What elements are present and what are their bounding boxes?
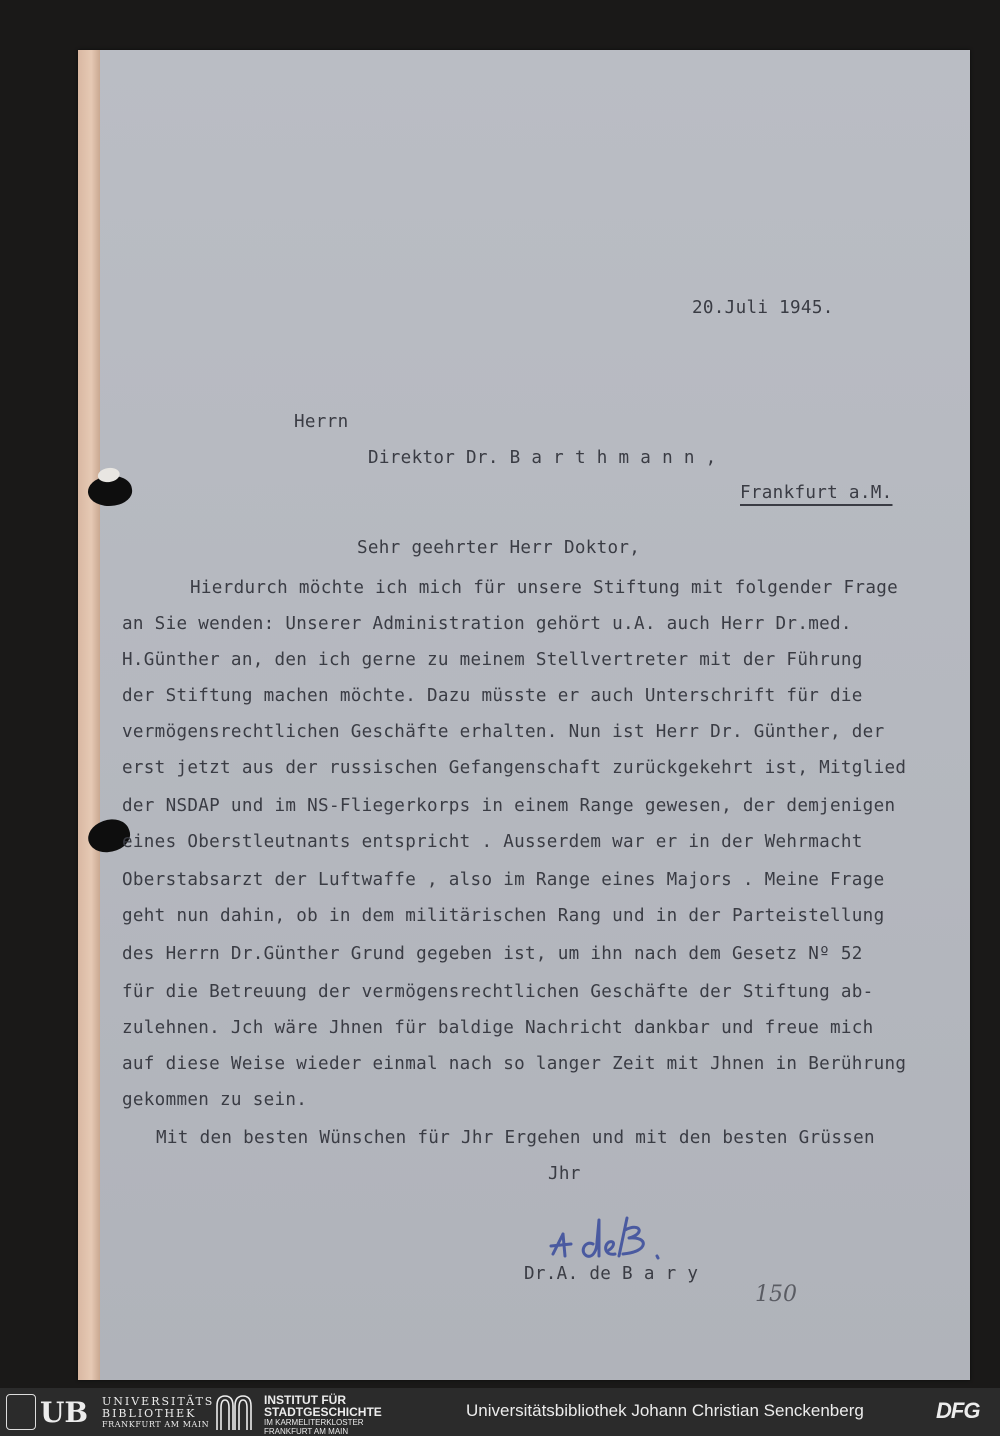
body-line: geht nun dahin, ob in dem militärischen Rang und in der Parteistellung xyxy=(122,906,885,926)
portrait-icon xyxy=(6,1394,36,1430)
body-line: zulehnen. Jch wäre Jhnen für baldige Nachricht dankbar und freue mich xyxy=(122,1018,874,1038)
isg-logo[interactable] xyxy=(214,1392,414,1436)
ub-logo-letters: UB xyxy=(40,1395,89,1429)
body-line: Oberstabsarzt der Luftwaffe , also im Range eines Majors . Meine Frage xyxy=(122,870,885,890)
recipient-name: Direktor Dr. B a r t h m a n n , xyxy=(368,448,717,468)
handwritten-signature xyxy=(545,1200,695,1270)
dfg-logo[interactable]: DFG xyxy=(936,1398,980,1423)
isg-line2: STADTGESCHICHTE xyxy=(264,1405,382,1419)
isg-line3: IM KARMELITERKLOSTER xyxy=(264,1418,364,1427)
ub-logo-mark xyxy=(6,1394,88,1430)
arches-icon xyxy=(214,1394,254,1430)
closing-word: Jhr xyxy=(548,1164,581,1184)
ub-line1: UNIVERSITÄTS xyxy=(102,1395,215,1408)
viewer-footer xyxy=(0,1388,1000,1436)
body-line: vermögensrechtlichen Geschäfte erhalten. Nun ist Herr Dr. Günther, der xyxy=(122,722,885,742)
letter-closing: Mit den besten Wünschen für Jhr Ergehen und mit den besten Grüssen xyxy=(156,1128,875,1148)
body-line: Hierdurch möchte ich mich für unsere Stiftung mit folgender Frage xyxy=(190,578,899,598)
ub-line2: BIBLIOTHEK xyxy=(102,1406,197,1420)
letter-greeting: Sehr geehrter Herr Doktor, xyxy=(357,538,641,558)
letter-date: 20.Juli 1945. xyxy=(692,298,834,318)
isg-logo-text xyxy=(264,1394,382,1436)
body-line: für die Betreuung der vermögensrechtlichen Geschäfte der Stiftung ab- xyxy=(122,982,874,1002)
paper-left-edge xyxy=(78,50,100,1380)
archive-page-number: 150 xyxy=(755,1282,797,1307)
letter-paper xyxy=(78,50,970,1380)
ub-line3: FRANKFURT AM MAIN xyxy=(102,1420,210,1429)
body-line: an Sie wenden: Unserer Administration gehört u.A. auch Herr Dr.med. xyxy=(122,614,852,634)
isg-line1: INSTITUT FÜR xyxy=(264,1393,346,1407)
body-line: erst jetzt aus der russischen Gefangenschaft zurückgekehrt ist, Mitglied xyxy=(122,758,907,778)
body-line: gekommen zu sein. xyxy=(122,1090,308,1110)
recipient-city: Frankfurt a.M. xyxy=(740,483,893,503)
body-line: H.Günther an, den ich gerne zu meinem Stellvertreter mit der Führung xyxy=(122,650,863,670)
body-line: auf diese Weise wieder einmal nach so langer Zeit mit Jhnen in Berührung xyxy=(122,1054,907,1074)
isg-line4: FRANKFURT AM MAIN xyxy=(264,1427,349,1436)
institution-name: Universitätsbibliothek Johann Christian Senckenberg xyxy=(466,1401,864,1420)
body-line: der Stiftung machen möchte. Dazu müsste er auch Unterschrift für die xyxy=(122,686,863,706)
signer-name: Dr.A. de B a r y xyxy=(524,1264,699,1284)
recipient-salutation: Herrn xyxy=(294,412,349,432)
ub-logo-text xyxy=(102,1396,214,1431)
body-line: des Herrn Dr.Günther Grund gegeben ist, um ihn nach dem Gesetz Nº 52 xyxy=(122,944,863,964)
body-line: der NSDAP und im NS-Fliegerkorps in einem Range gewesen, der demjenigen xyxy=(122,796,896,816)
body-line: eines Oberstleutnants entspricht . Ausserdem war er in der Wehrmacht xyxy=(122,832,863,852)
